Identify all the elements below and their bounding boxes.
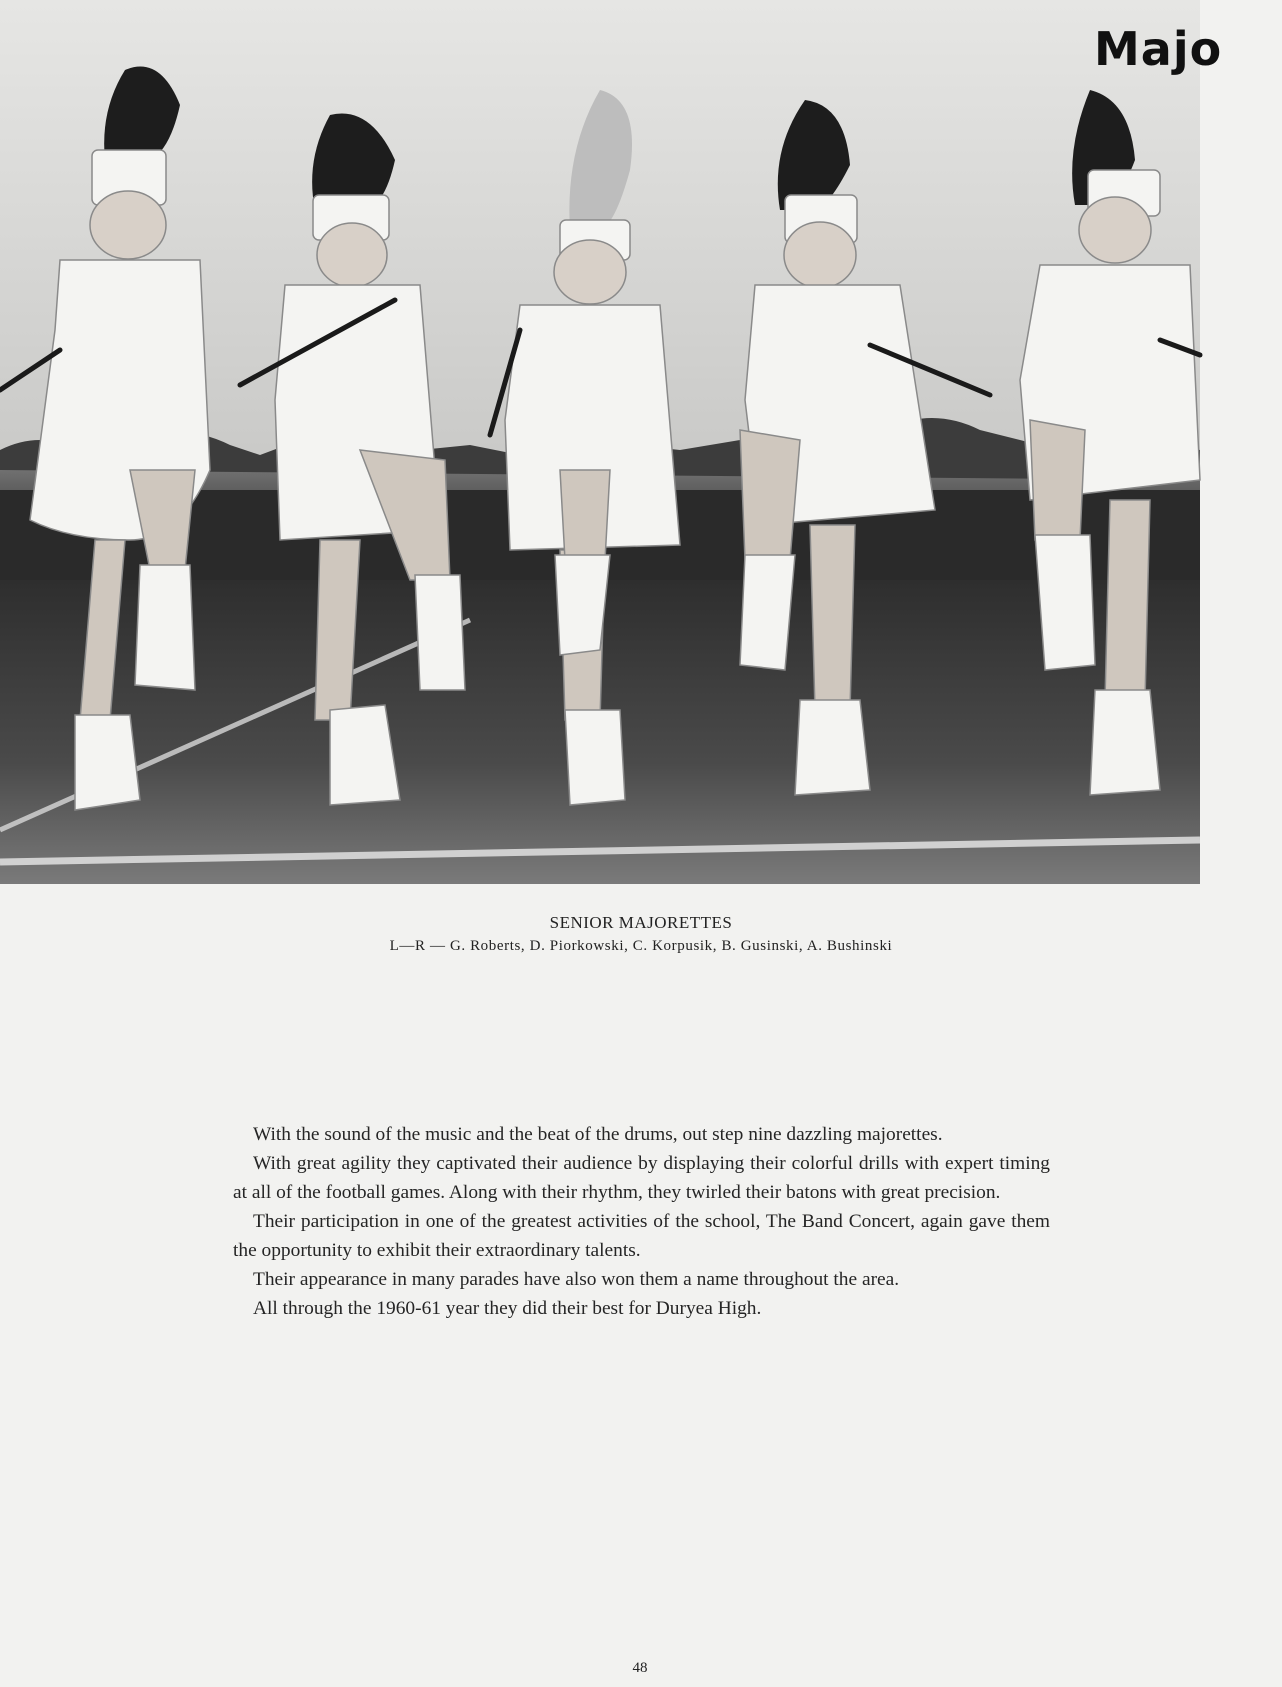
body-paragraph: All through the 1960-61 year they did their best for Duryea High.: [253, 1298, 762, 1319]
caption-names: L—R — G. Roberts, D. Piorkowski, C. Korpusik, B. Gusinski, A. Bushinski: [389, 938, 893, 954]
majorettes-photo-illustration: [0, 0, 1223, 884]
body-paragraph: Their participation in one of the greatest activities of the school, The Band Concert, again gave them the opportunity to exhibit their extraordinary talents.: [233, 1211, 1050, 1261]
body-paragraph: With the sound of the music and the beat of the drums, out step nine dazzling majorettes.: [253, 1124, 943, 1145]
caption-title: SENIOR MAJORETTES: [549, 913, 733, 932]
body-paragraph: With great agility they captivated their audience by displaying their colorful drills with expert timing at all of the football games. Along with their rhythm, they twirled their batons with great precision.: [233, 1153, 1050, 1203]
photo-caption: [0, 912, 1282, 958]
page-number: 48: [632, 1660, 648, 1676]
majorettes-photo: [0, 0, 1223, 884]
body-paragraph: Their appearance in many parades have also won them a name throughout the area.: [253, 1269, 900, 1290]
page-heading-fragment: Majo: [1094, 22, 1223, 76]
body-text: [233, 1120, 1050, 1323]
